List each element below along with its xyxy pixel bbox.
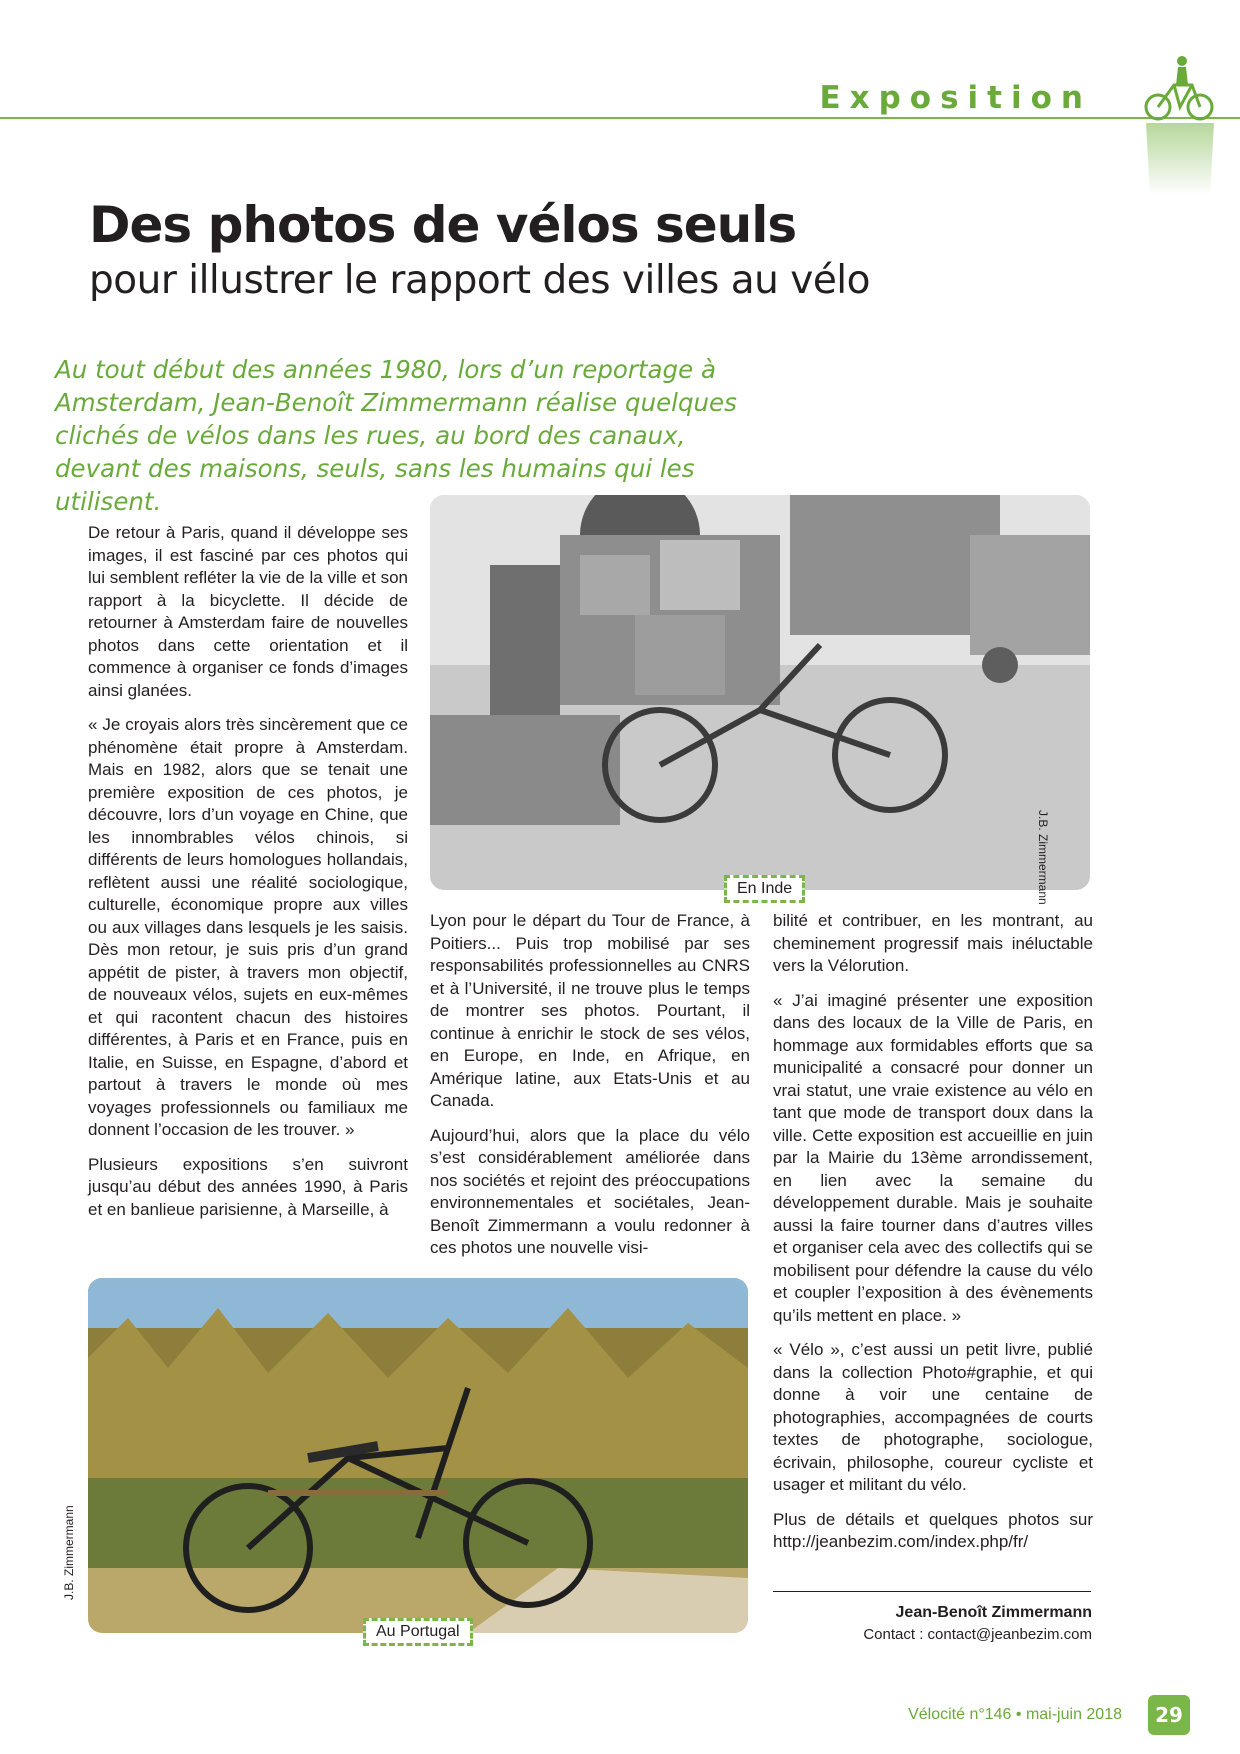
cyclist-icon <box>1140 55 1220 195</box>
article-subtitle: pour illustrer le rapport des villes au vélo <box>89 258 871 303</box>
paragraph: « J’ai imaginé présenter une exposition dans des locaux de la Ville de Paris, en hommage aux formidables efforts que sa municipalité a consacré pour donner un vrai statut, une vraie existence au vélo en tant que mode de transport doux dans la ville. Cette exposition est accueillie en juin par la Mairie du 13ème arrondissement, en lien avec la semaine du développement durable. Mais je souhaite aussi la faire tourner dans d’autres villes et organiser cela avec des collectifs qui se mobilisent pour défendre la cause du vélo et coupler l’exposition à des évènements qu’ils mettent en place. » <box>773 990 1093 1325</box>
photo-inde <box>430 495 1090 890</box>
paragraph: Lyon pour le départ du Tour de France, à Poitiers... Puis trop mobilisé par ses responsabilités professionnelles au CNRS et à l’Université, il ne trouve plus le temps de montrer ses photos. Pourtant, il continue à enrichir le stock de ses vélos, en Europe, en Inde, en Afrique, en Amérique latine, aux Etats-Unis et au Canada. <box>430 911 750 1110</box>
footer-issue: Vélocité n°146 • mai-juin 2018 <box>908 1706 1122 1723</box>
text-column-1 <box>88 522 408 1233</box>
photo-caption-portugal: Au Portugal <box>363 1618 473 1646</box>
page-number: 29 <box>1148 1695 1190 1735</box>
photo-credit-portugal: J.B. Zimmermann <box>62 1505 76 1600</box>
article-lead: Au tout début des années 1980, lors d’un reportage à Amsterdam, Jean-Benoît Zimmermann réalise quelques clichés de vélos dans les rues, au bord des canaux, devant des maisons, seuls, sans les humains qui les utilisent. <box>55 355 737 516</box>
author-contact: Contact : contact@jeanbezim.com <box>863 1626 1092 1643</box>
paragraph: bilité et contribuer, en les montrant, au cheminement progressif mais inéluctable vers la Vélorution. <box>773 911 1093 975</box>
header-rule <box>0 117 1240 119</box>
paragraph: De retour à Paris, quand il développe ses images, il est fasciné par ces photos qui lui semblent refléter la vie de la ville et son rapport à la bicyclette. Il décide de retourner à Amsterdam faire de nouvelles photos dans cette orientation et il commence à organiser ce fonds d’images ainsi glanées. <box>88 523 408 700</box>
paragraph: « Vélo », c’est aussi un petit livre, publié dans la collection Photo#graphie, et qui donne à voir une centaine de photographies, accompagnées de courts textes de photographe, sociologue, écrivain, philosophe, coureur cycliste et usager et militant du vélo. <box>773 1340 1093 1494</box>
signature-rule <box>773 1591 1091 1592</box>
photo-credit-inde: J.B. Zimmermann <box>1036 810 1050 905</box>
article-title: Des photos de vélos seuls <box>89 196 797 254</box>
paragraph: « Je croyais alors très sincèrement que ce phénomène était propre à Amsterdam. Mais en 1982, alors que se tenait une première exposition de ces photos, je découvre, lors d’un voyage en Chine, que les innombrables vélos chinois, si différents de leurs homologues hollandais, reflètent aussi une réalité sociologique, culturelle, économique propre aux villes ou aux villages dans lesquels je les saisis. Dès mon retour, je suis pris d’un grand appétit de pister, à travers mon objectif, de nouveaux vélos, sujets en eux-mêmes et qui racontent chacun des histoires différentes, à Paris et en France, puis en Italie, en Suisse, en Espagne, d’abord et partout à travers le monde où mes voyages professionnels ou familiaux me donnent l’occasion de les trouver. » <box>88 715 408 1139</box>
author-name: Jean-Benoît Zimmermann <box>895 1604 1092 1621</box>
section-label: Exposition <box>819 80 1092 116</box>
text-column-3 <box>773 910 1093 1566</box>
paragraph: Aujourd’hui, alors que la place du vélo s’est considérablement améliorée dans nos sociétés et rejoint des préoccupations environnementales et sociétales, Jean-Benoît Zimmermann a voulu redonner à ces photos une nouvelle visi- <box>430 1125 750 1257</box>
paragraph: Plusieurs expositions s’en suivront jusqu’au début des années 1990, à Paris et en banlieue parisienne, à Marseille, à <box>88 1154 408 1219</box>
paragraph: Plus de détails et quelques photos sur http://jeanbezim.com/index.php/fr/ <box>773 1509 1093 1551</box>
photo-caption-inde: En Inde <box>724 875 805 903</box>
text-column-2 <box>430 910 750 1272</box>
photo-portugal <box>88 1278 748 1633</box>
